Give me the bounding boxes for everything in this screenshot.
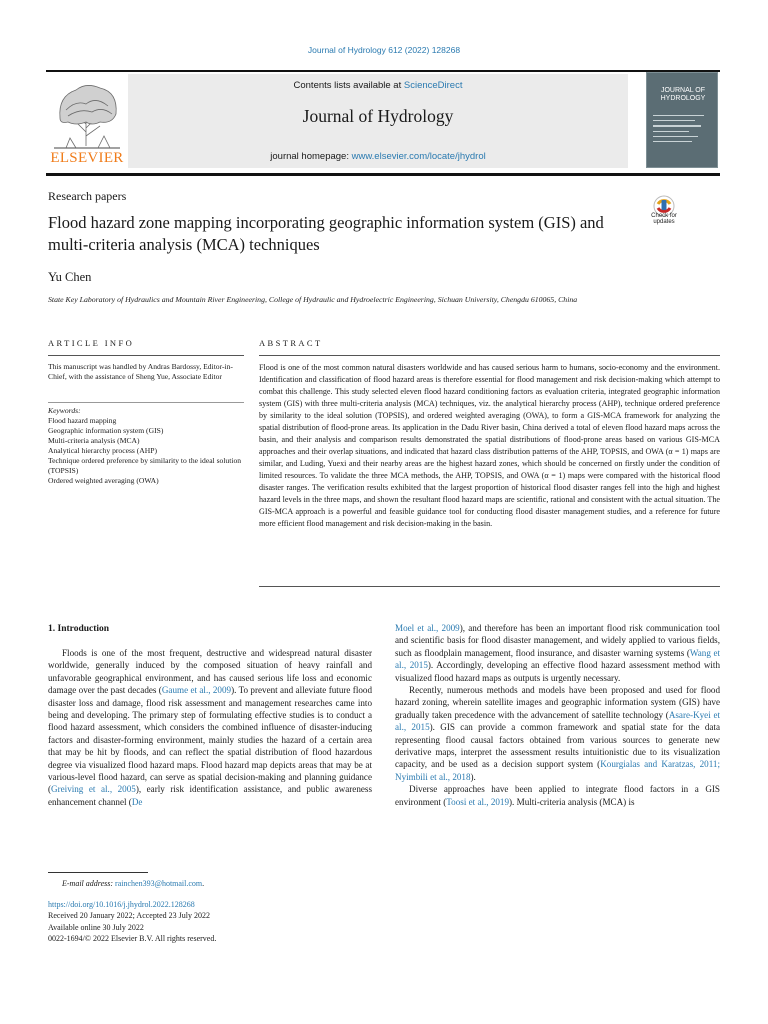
citation-link[interactable]: Kourgialas and Karatzas, 2011; Nyimbili et al., 2018 bbox=[395, 759, 720, 782]
header-bottom-rule bbox=[46, 173, 720, 176]
abstract-bottom-rule bbox=[259, 586, 720, 587]
check-for-updates-label[interactable]: Check for updates bbox=[651, 213, 677, 225]
article-title: Flood hazard zone mapping incorporating geographic information system (GIS) and multi-criteria analysis (MCA) techniques bbox=[48, 213, 604, 254]
elsevier-wordmark: ELSEVIER bbox=[50, 150, 124, 166]
footnote-rule bbox=[48, 872, 148, 873]
publication-details bbox=[48, 899, 372, 945]
cover-text-lines bbox=[653, 111, 713, 146]
intro-paragraph-1-continued: Moel et al., 2009), and therefore has been an important flood risk communication tool and scientific basis for flood disaster management, and widely applied to various fields, such as floodplain management, flood insurance, and disaster warning systems (Wang et al., 2015). Accordingly, developing an effective flood hazard assessment method with visualized flood hazard maps as outputs is urgently necessary. bbox=[395, 623, 721, 683]
sciencedirect-link[interactable]: ScienceDirect bbox=[403, 80, 463, 91]
intro-paragraph-3: Diverse approaches have been applied to integrate flood factors in a GIS environment (Toosi et al., 2019). Multi-criteria analysis (MCA) is bbox=[395, 784, 720, 807]
keywords-rule bbox=[48, 402, 244, 403]
keyword-item: Technique ordered preference by similarity to the ideal solution (TOPSIS) bbox=[48, 456, 242, 475]
body-column-right bbox=[395, 622, 720, 808]
citation-link[interactable]: Wang et al., 2015 bbox=[395, 647, 721, 671]
section-type: Research papers bbox=[48, 189, 127, 203]
introduction-heading: 1. Introduction bbox=[48, 624, 110, 634]
keywords-label: Keywords: bbox=[48, 406, 81, 415]
received-accepted-dates: Received 20 January 2022; Accepted 23 July 2022 bbox=[48, 911, 210, 921]
header-top-rule bbox=[46, 70, 720, 72]
copyright-line: 0022-1694/© 2022 Elsevier B.V. All rights reserved. bbox=[48, 934, 217, 944]
citation-link[interactable]: Asare-Kyei et al., 2015 bbox=[395, 709, 721, 733]
abstract-top-rule bbox=[259, 355, 720, 356]
email-footnote: E-mail address: rainchen393@hotmail.com. bbox=[62, 879, 205, 888]
keyword-item: Analytical hierarchy process (AHP) bbox=[48, 446, 158, 455]
available-online-date: Available online 30 July 2022 bbox=[48, 922, 144, 932]
keyword-item: Flood hazard mapping bbox=[48, 416, 117, 425]
intro-paragraph-1: Floods is one of the most frequent, destructive and widespread natural disaster worldwide, generally induced by the composed situation of heavy rainfall and unfavorable geographical environment, and has caused serious life loss and economic damage over the past decades (Gaume et al., 2009). To prevent and alleviate future flood disaster loss and damage, flood risk assessment and management researches came into being and developing. The primary step of formulating effective studies is to conduct a flood hazard assessment, which considers the combined influence of disaster-inducing factors and disaster-forming environment, mainly studies the hazard of a certain area that may be hit by floods, and can reflect the spatial distribution of flood hazardous degree via visualized flood hazard maps. Flood hazard map depicts areas that may be at various-level flood hazard, can serve as spatial decision-making and planning guidance (Greiving et al., 2005), early risk identification assistance, and public awareness enhancement channel (De bbox=[48, 648, 372, 807]
journal-homepage-line bbox=[128, 151, 628, 162]
keywords-block bbox=[48, 406, 244, 486]
email-label: E-mail address: bbox=[62, 879, 116, 888]
citation-link[interactable]: Gaume et al., 2009 bbox=[161, 685, 232, 696]
handling-editor-note: This manuscript was handled by Andras Bardossy, Editor-in-Chief, with the assistance of Sheng Yue, Associate Editor bbox=[48, 362, 233, 381]
citation-link[interactable]: Greiving et al., 2005 bbox=[51, 784, 136, 795]
journal-homepage-link[interactable]: www.elsevier.com/locate/jhydrol bbox=[351, 151, 486, 162]
author-name: Yu Chen bbox=[48, 270, 92, 284]
contents-prefix: Contents lists available at bbox=[293, 80, 404, 91]
article-info-rule bbox=[48, 355, 244, 356]
citation-link[interactable]: Toosi et al., 2019 bbox=[446, 796, 510, 807]
abstract-heading: ABSTRACT bbox=[259, 338, 323, 348]
body-column-left bbox=[48, 647, 372, 808]
author-email-link[interactable]: rainchen393@hotmail.com bbox=[115, 879, 203, 888]
citation-link[interactable]: Moel et al., 2009 bbox=[395, 623, 460, 633]
journal-citation-link[interactable]: Journal of Hydrology 612 (2022) 128268 bbox=[307, 45, 461, 55]
cover-title: JOURNAL OF HYDROLOGY bbox=[660, 87, 706, 102]
contents-line bbox=[128, 80, 628, 91]
journal-title: Journal of Hydrology bbox=[302, 106, 454, 126]
doi-link[interactable]: https://doi.org/10.1016/j.jhydrol.2022.128268 bbox=[48, 900, 195, 909]
keyword-item: Ordered weighted averaging (OWA) bbox=[48, 476, 159, 485]
abstract-text: Flood is one of the most common natural disasters worldwide and has caused serious harm to humans, socio-economy and the environment. Identification and classification of flood hazard areas is therefore essential for flood management and risk decision-making which attempt to combat this challenge. This study selected eleven flood hazard conditioning factors as evaluation criteria, integrated geographic information system (GIS) with three multi-criteria analysis (MCA) techniques, viz. the analytical hierarchy process (AHP), technique ordered preference by similarity to the ideal solution (TOPSIS), and ordered weighted averaging (OWA), to form a GIS-MCA framework for analyzing the spatial distribution of flood-prone areas. Its application in the Dadu River basin, China derived a total of eleven flood hazard maps across the basin, and their analysis and comparison results demonstrated the spatial distributions of flood-prone areas based on various GIS-MCA approaches and their overlap situations, and indicated that hazard class distribution patterns of the AHP, TOPSIS, and OWA (α = 1) maps are similar, and Luding, Yuexi and their nearby areas are the highest hazard zones, which should be concerned on firstly under the condition of limited resources. To validate the three MCA methods, the AHP, TOPSIS, and OWA (α = 1) maps were compared with the historical flood disaster ranges. The verification results exhibited that the largest proportion of historical flood disaster ranges fell into the high and highest hazard levels in the three maps, and shown the resultant flood hazard maps are scientific, rational and consistent with the actual situation. The GIS-MCA approach is a powerful and feasible guidance tool for conducting flood disaster management studies, and a reference for future more efficient flood management and risk decision-making in the basin. bbox=[259, 363, 720, 528]
author-affiliation: State Key Laboratory of Hydraulics and Mountain River Engineering, College of Hydraulic and Hydroelectric Engineering, Sichuan University, Chengdu 610065, China bbox=[48, 295, 578, 304]
keyword-item: Multi-criteria analysis (MCA) bbox=[48, 436, 140, 445]
homepage-prefix: journal homepage: bbox=[270, 151, 352, 162]
article-info-heading: ARTICLE INFO bbox=[48, 338, 135, 348]
journal-cover-thumbnail[interactable] bbox=[646, 72, 718, 168]
keyword-item: Geographic information system (GIS) bbox=[48, 426, 164, 435]
citation-link[interactable]: De bbox=[131, 796, 143, 807]
intro-paragraph-2: Recently, numerous methods and models have been proposed and used for flood hazard zoning, wherein satellite images and geographic information system (GIS) have gradually taken precedence with the advancement of satellite technology (Asare-Kyei et al., 2015). GIS can provide a common framework and spatial state for the data representing flood causal factors obtained from various sources to generate new derivative maps, interpret the assessment results intuitionistic due to its visualization capacity, and be used as a decision support system (Kourgialas and Karatzas, 2011; Nyimbili et al., 2018). bbox=[395, 685, 721, 782]
